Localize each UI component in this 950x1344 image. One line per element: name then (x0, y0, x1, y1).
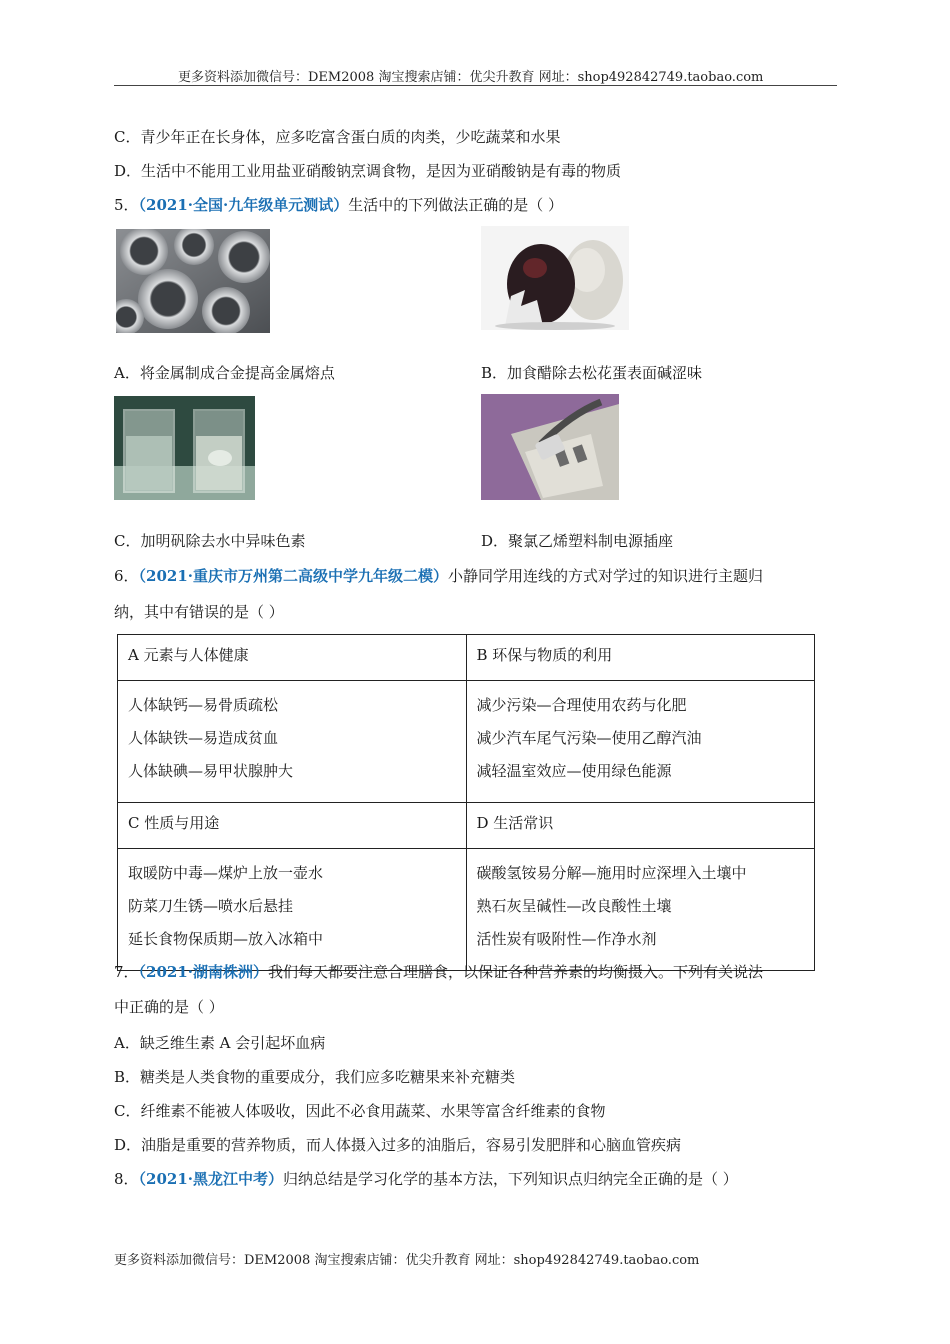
q5-source: （2021·全国·九年级单元测试） (138, 196, 349, 214)
table-heading-c: C 性质与用途 (118, 803, 467, 849)
q5-number: 5． (114, 196, 139, 214)
metal-pipes-image (116, 229, 270, 333)
q7-stem-continued: 中正确的是（ ） (114, 998, 224, 1016)
list-item: 防菜刀生锈—喷水后悬挂 (128, 897, 294, 915)
list-item: 减少汽车尾气污染—使用乙醇汽油 (476, 729, 702, 747)
q6-stem-continued: 纳，其中有错误的是（ ） (114, 603, 284, 621)
q5-option-b: B．加食醋除去松花蛋表面碱涩味 (481, 364, 703, 382)
q5-stem (114, 195, 563, 215)
power-socket-image (481, 394, 619, 500)
q7-option-d: D．油脂是重要的营养物质，而人体摄入过多的油脂后，容易引发肥胖和心脑血管疾病 (114, 1136, 682, 1154)
page-footer: 更多资料添加微信号：DEM2008 淘宝搜索店铺：优尖升教育 网址：shop492842749.taobao.com (114, 1253, 700, 1268)
table-cell-c (118, 849, 467, 971)
q6-knowledge-table (117, 634, 815, 971)
q6-stem (114, 566, 763, 586)
q7-number: 7． (114, 963, 139, 981)
q8-stem (114, 1169, 738, 1189)
q4-option-c: C．青少年正在长身体，应多吃富含蛋白质的肉类，少吃蔬菜和水果 (114, 128, 561, 146)
list-item: 人体缺碘—易甲状腺肿大 (128, 762, 294, 780)
list-item: 人体缺钙—易骨质疏松 (128, 696, 279, 714)
preserved-egg-image (481, 226, 629, 330)
q7-stem (114, 962, 763, 982)
header-rule (114, 85, 837, 86)
q7-option-a: A．缺乏维生素 A 会引起坏血病 (114, 1034, 326, 1052)
q8-text: 归纳总结是学习化学的基本方法，下列知识点归纳完全正确的是（ ） (283, 1170, 738, 1188)
table-cell-d (466, 849, 815, 971)
list-item: 人体缺铁—易造成贫血 (128, 729, 279, 747)
q7-option-c: C．纤维素不能被人体吸收，因此不必食用蔬菜、水果等富含纤维素的食物 (114, 1102, 606, 1120)
list-item: 熟石灰呈碱性—改良酸性土壤 (476, 897, 672, 915)
list-item: 减轻温室效应—使用绿色能源 (476, 762, 672, 780)
list-item: 活性炭有吸附性—作净水剂 (476, 930, 657, 948)
list-item: 延长食物保质期—放入冰箱中 (128, 930, 324, 948)
q5-option-c: C．加明矾除去水中异味色素 (114, 532, 306, 550)
q7-option-b: B．糖类是人类食物的重要成分，我们应多吃糖果来补充糖类 (114, 1068, 516, 1086)
q5-option-d: D．聚氯乙烯塑料制电源插座 (481, 532, 674, 550)
table-cell-a (118, 681, 467, 803)
q5-option-a: A．将金属制成合金提高金属熔点 (114, 364, 335, 382)
list-item: 减少污染—合理使用农药与化肥 (476, 696, 687, 714)
q8-number: 8． (114, 1170, 139, 1188)
page-header: 更多资料添加微信号：DEM2008 淘宝搜索店铺：优尖升教育 网址：shop492842749.taobao.com (178, 70, 764, 85)
beakers-image (114, 396, 255, 500)
list-item: 取暖防中毒—煤炉上放一壶水 (128, 864, 324, 882)
list-item: 碳酸氢铵易分解—施用时应深埋入土壤中 (476, 864, 747, 882)
table-heading-b: B 环保与物质的利用 (466, 635, 815, 681)
table-heading-a: A 元素与人体健康 (118, 635, 467, 681)
q7-source: （2021·湖南株洲） (138, 963, 269, 981)
q8-source: （2021·黑龙江中考） (138, 1170, 284, 1188)
q4-option-d: D．生活中不能用工业用盐亚硝酸钠烹调食物，是因为亚硝酸钠是有毒的物质 (114, 162, 622, 180)
q6-source: （2021·重庆市万州第二高级中学九年级二模） (138, 567, 449, 585)
q6-number: 6． (114, 567, 139, 585)
table-cell-b (466, 681, 815, 803)
q6-text: 小静同学用连线的方式对学过的知识进行主题归 (448, 567, 764, 585)
q5-text: 生活中的下列做法正确的是（ ） (348, 196, 564, 214)
table-heading-d: D 生活常识 (466, 803, 815, 849)
q7-text: 我们每天都要注意合理膳食，以保证各种营养素的均衡摄入。下列有关说法 (268, 963, 764, 981)
